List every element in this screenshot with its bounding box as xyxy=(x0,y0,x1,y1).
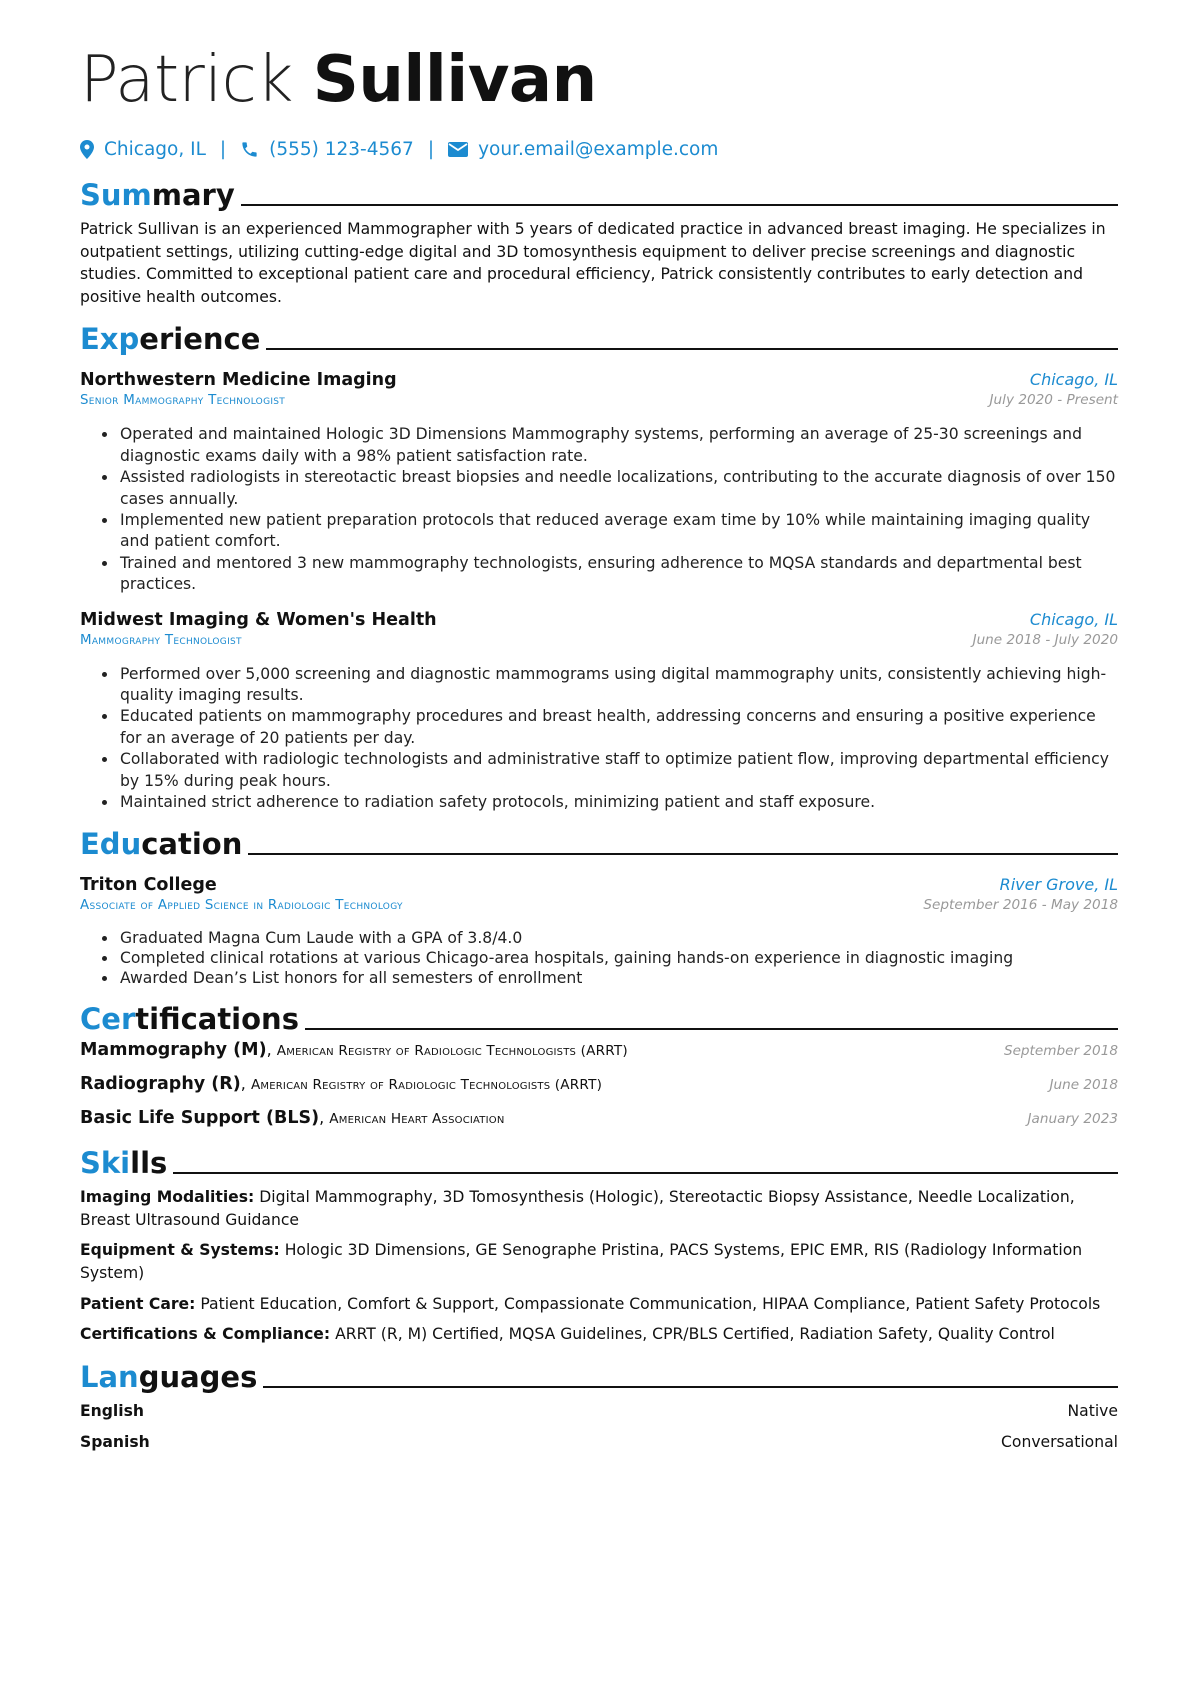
skills-list xyxy=(80,1186,1118,1346)
skill-label: Certifications & Compliance: xyxy=(80,1325,331,1344)
language-level: Conversational xyxy=(1001,1432,1118,1451)
language-item xyxy=(80,1431,1118,1453)
list-item: • Operated and maintained Hologic 3D Dimensions Mammography systems, performing an average of 25-30 screenings and diagnostic exams daily with a 98% patient satisfaction rate. xyxy=(118,424,1118,467)
education-dates: September 2016 - May 2018 xyxy=(923,897,1118,914)
list-item: • Educated patients on mammography procedures and breast health, addressing concerns and ensuring a positive experience for an average of 20 patients per day. xyxy=(118,706,1118,749)
job-location: Chicago, IL xyxy=(1029,370,1118,390)
language-name: Spanish xyxy=(80,1432,150,1451)
section-divider xyxy=(173,1172,1118,1174)
candidate-name xyxy=(80,38,1118,124)
skill-group xyxy=(80,1186,1118,1231)
job-location: Chicago, IL xyxy=(1029,609,1118,629)
education-bullets xyxy=(80,929,1118,988)
employer-name: Midwest Imaging & Women's Health xyxy=(80,609,437,630)
phone-text: (555) 123-4567 xyxy=(269,138,414,160)
certifications-section xyxy=(80,996,1118,1132)
section-title: Education xyxy=(80,827,243,862)
envelope-icon xyxy=(448,142,468,157)
section-title: Languages xyxy=(80,1359,258,1394)
phone-icon xyxy=(240,140,259,159)
section-title: Certifications xyxy=(80,1002,299,1037)
contact-phone[interactable] xyxy=(240,139,414,160)
job-bullets xyxy=(80,664,1118,814)
certification-date: January 2023 xyxy=(1027,1111,1118,1128)
section-divider xyxy=(266,348,1118,350)
employer-name: Northwestern Medicine Imaging xyxy=(80,370,397,391)
contact-bar xyxy=(80,134,1118,164)
section-title: Skills xyxy=(80,1146,168,1181)
list-item: • Performed over 5,000 screening and diagnostic mammograms using digital mammography units, consistently achieving high-quality imaging results. xyxy=(118,664,1118,707)
summary-text: Patrick Sullivan is an experienced Mammographer with 5 years of dedicated practice in advanced breast imaging. He specializes in outpatient settings, utilizing cutting-edge digital and 3D tomosynthesis equipment to deliver precise screenings and diagnostic studies. Committed to exceptional patient care and procedural efficiency, Patrick consistently contributes to early detection and positive health outcomes. xyxy=(80,220,1106,306)
skill-group xyxy=(80,1293,1118,1316)
certification-item: Radiography (R), American Registry of Radiologic Technologists (ARRT) June 2018 xyxy=(80,1074,1118,1095)
section-title: Experience xyxy=(80,322,261,357)
first-name: Patrick xyxy=(80,43,293,117)
section-divider xyxy=(248,853,1118,855)
degree-title: Associate of Applied Science in Radiologic Technology xyxy=(80,898,403,914)
skills-section xyxy=(80,1140,1118,1346)
job-entry xyxy=(80,610,1118,814)
location-text: Chicago, IL xyxy=(104,138,206,160)
school-name: Triton College xyxy=(80,875,217,896)
contact-email[interactable] xyxy=(448,139,718,160)
job-title: Senior Mammography Technologist xyxy=(80,393,286,409)
list-item: • Implemented new patient preparation protocols that reduced average exam time by 10% while maintaining imaging quality and patient comfort. xyxy=(118,510,1118,553)
email-link: your.email@example.com xyxy=(478,138,719,160)
school-location: River Grove, IL xyxy=(999,875,1118,895)
language-item xyxy=(80,1400,1118,1422)
skill-value: Patient Education, Comfort & Support, Compassionate Communication, HIPAA Compliance, Patient Safety Protocols xyxy=(200,1294,1101,1313)
summary-section xyxy=(80,172,1118,308)
section-divider xyxy=(241,204,1118,206)
section-title: Summary xyxy=(80,178,235,212)
list-item: • Completed clinical rotations at various Chicago-area hospitals, gaining hands-on experience in diagnostic imaging xyxy=(118,949,1118,969)
skill-group xyxy=(80,1323,1118,1346)
language-level: Native xyxy=(1067,1401,1118,1420)
list-item: • Graduated Magna Cum Laude with a GPA of 3.8/4.0 xyxy=(118,929,1118,949)
certification-name: Basic Life Support (BLS) xyxy=(80,1108,320,1129)
list-item: • Assisted radiologists in stereotactic breast biopsies and needle localizations, contributing to the accurate diagnosis of over 150 cases annually. xyxy=(118,467,1118,510)
language-name: English xyxy=(80,1401,144,1420)
certification-date: September 2018 xyxy=(1003,1043,1118,1060)
languages-section xyxy=(80,1354,1118,1453)
section-divider xyxy=(263,1386,1118,1388)
list-item: • Awarded Dean’s List honors for all semesters of enrollment xyxy=(118,969,1118,989)
certification-item: Mammography (M), American Registry of Radiologic Technologists (ARRT) September 2018 xyxy=(80,1040,1118,1061)
contact-separator: | xyxy=(427,138,435,160)
certification-name: Radiography (R) xyxy=(80,1074,241,1095)
section-divider xyxy=(305,1028,1118,1030)
certification-name: Mammography (M) xyxy=(80,1040,267,1061)
skill-value: Hologic 3D Dimensions, GE Senographe Pristina, PACS Systems, EPIC EMR, RIS (Radiology Information System) xyxy=(80,1241,1083,1283)
job-dates: July 2020 - Present xyxy=(989,392,1118,409)
certification-issuer: American Registry of Radiologic Technologists (ARRT) xyxy=(276,1043,628,1060)
job-entry xyxy=(80,370,1118,595)
experience-section xyxy=(80,316,1118,813)
certification-item: Basic Life Support (BLS), American Heart Association January 2023 xyxy=(80,1108,1118,1129)
education-entry xyxy=(80,875,1118,988)
education-section xyxy=(80,821,1118,988)
skill-value: Digital Mammography, 3D Tomosynthesis (Hologic), Stereotactic Biopsy Assistance, Needle Localization, Breast Ultrasound Guidance xyxy=(80,1188,1075,1229)
skill-label: Imaging Modalities: xyxy=(80,1188,255,1207)
languages-list xyxy=(80,1400,1118,1453)
job-bullets xyxy=(80,424,1118,595)
job-title: Mammography Technologist xyxy=(80,632,242,648)
list-item: • Trained and mentored 3 new mammography technologists, ensuring adherence to MQSA standards and departmental best practices. xyxy=(118,553,1118,596)
list-item: • Maintained strict adherence to radiation safety protocols, minimizing patient and staff exposure. xyxy=(118,792,1118,813)
skill-label: Equipment & Systems: xyxy=(80,1241,280,1260)
certifications-list xyxy=(80,1040,1118,1132)
certification-date: June 2018 xyxy=(1049,1077,1118,1094)
resume-page xyxy=(80,38,1118,1453)
skill-group xyxy=(80,1239,1118,1284)
list-item: • Collaborated with radiologic technologists and administrative staff to optimize patient flow, improving departmental efficiency by 15% during peak hours. xyxy=(118,749,1118,792)
certification-issuer: American Registry of Radiologic Technologists (ARRT) xyxy=(250,1077,603,1094)
skill-label: Patient Care: xyxy=(80,1294,196,1313)
last-name: Sullivan xyxy=(312,43,597,117)
skill-value: ARRT (R, M) Certified, MQSA Guidelines, CPR/BLS Certified, Radiation Safety, Quality Control xyxy=(335,1325,1055,1344)
contact-location xyxy=(80,139,206,160)
contact-separator: | xyxy=(219,138,227,160)
certification-issuer: American Heart Association xyxy=(329,1111,505,1128)
map-pin-icon xyxy=(80,140,94,159)
job-dates: June 2018 - July 2020 xyxy=(972,631,1118,648)
